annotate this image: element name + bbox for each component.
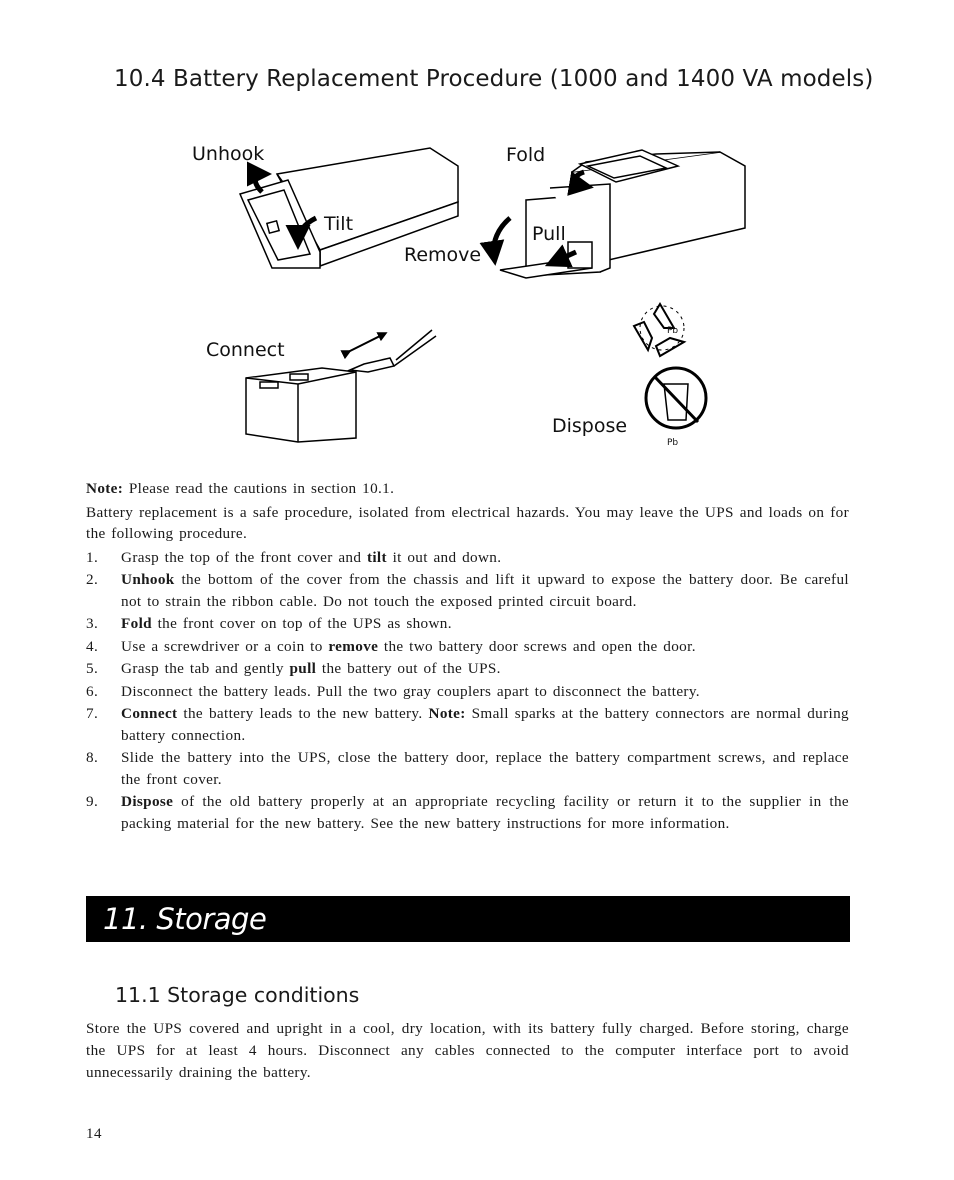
procedure-steps [86,547,849,835]
step-number: 2. [86,571,99,588]
step-note-label: Note: [428,705,466,722]
label-unhook: Unhook [192,143,265,165]
subsection-title: 11.1 Storage conditions [115,983,360,1007]
step-text: the front cover on top of the UPS as shown. [157,615,452,632]
chapter-title: 11. Storage [103,902,267,936]
note-label: Note: [86,480,124,497]
step-item [86,791,849,834]
battery-replacement-figure [180,132,760,462]
step-text: of the old battery properly at an appropriate recycling facility or return it to the supplier in the packing material for the new battery. See the new battery instructions for more information. [121,793,849,832]
label-pb-bin: Pb [667,438,679,448]
label-pb-recycle: Pb [667,326,679,336]
step-number: 8. [86,749,99,766]
step-item [86,658,849,680]
label-fold: Fold [506,144,546,166]
page-number: 14 [86,1126,102,1142]
remove-arrow-icon [494,218,510,256]
step-keyword: Fold [121,615,152,632]
no-trash-bin-icon [646,368,706,428]
step-item [86,636,849,658]
label-connect: Connect [206,339,285,361]
step-item [86,747,849,790]
storage-paragraph: Store the UPS covered and upright in a cool, dry location, with its battery fully charged. Before storing, charge the UPS for at least 4 hours. Disconnect any cables connected to the computer interface port to avoid unnecessarily draining the battery. [86,1020,849,1081]
label-pull: Pull [532,223,566,245]
step-number: 1. [86,548,99,566]
step-text: Slide the battery into the UPS, close the battery door, replace the battery compartment screws, and replace the front cover. [121,749,849,788]
step-text: the two battery door screws and open the door. [383,637,696,655]
step-text: the battery out of the UPS. [321,660,501,677]
label-remove: Remove [404,244,482,266]
step-text: Disconnect the battery leads. Pull the two gray couplers apart to disconnect the battery. [121,682,700,700]
step-text: the battery leads to the new battery. [183,705,423,722]
step-number: 9. [86,793,99,810]
ups-fold-pull-illustration [500,150,745,278]
note-paragraph [86,478,849,500]
step-text: Grasp the tab and gently [121,660,284,677]
step-keyword: Unhook [121,571,175,588]
step-text: Use a screwdriver or a coin to [121,637,323,655]
step-item [86,613,849,635]
note-text: Please read the cautions in section 10.1. [128,480,395,497]
step-text: the bottom of the cover from the chassis and lift it upward to expose the battery door. Be careful not to strain the ribbon cable. Do not touch the exposed printed circuit board. [121,571,849,610]
step-keyword: remove [328,637,379,655]
section-title: 10.4 Battery Replacement Procedure (1000 and 1400 VA models) [114,66,874,92]
step-keyword: Dispose [121,793,174,810]
intro-paragraph: Battery replacement is a safe procedure, isolated from electrical hazards. You may leave the UPS and loads on for the following procedure. [86,503,849,542]
step-number: 3. [86,615,99,632]
step-text: Small sparks at the battery connectors are normal during battery connection. [121,705,849,744]
step-item [86,547,849,569]
step-text: Grasp the top of the front cover and [121,548,362,566]
chapter-banner [86,896,850,942]
step-number: 6. [86,682,99,700]
step-text: it out and down. [392,548,502,566]
step-number: 7. [86,705,99,722]
step-number: 5. [86,660,99,677]
step-keyword: Connect [121,705,178,722]
step-item [86,681,849,703]
step-keyword: pull [289,660,317,677]
step-number: 4. [86,637,99,655]
step-item [86,703,849,746]
label-tilt: Tilt [324,213,354,235]
step-item [86,569,849,612]
step-keyword: tilt [366,548,387,566]
label-dispose: Dispose [552,415,628,437]
connect-arrow-icon [348,334,384,352]
procedure-text [86,478,849,835]
